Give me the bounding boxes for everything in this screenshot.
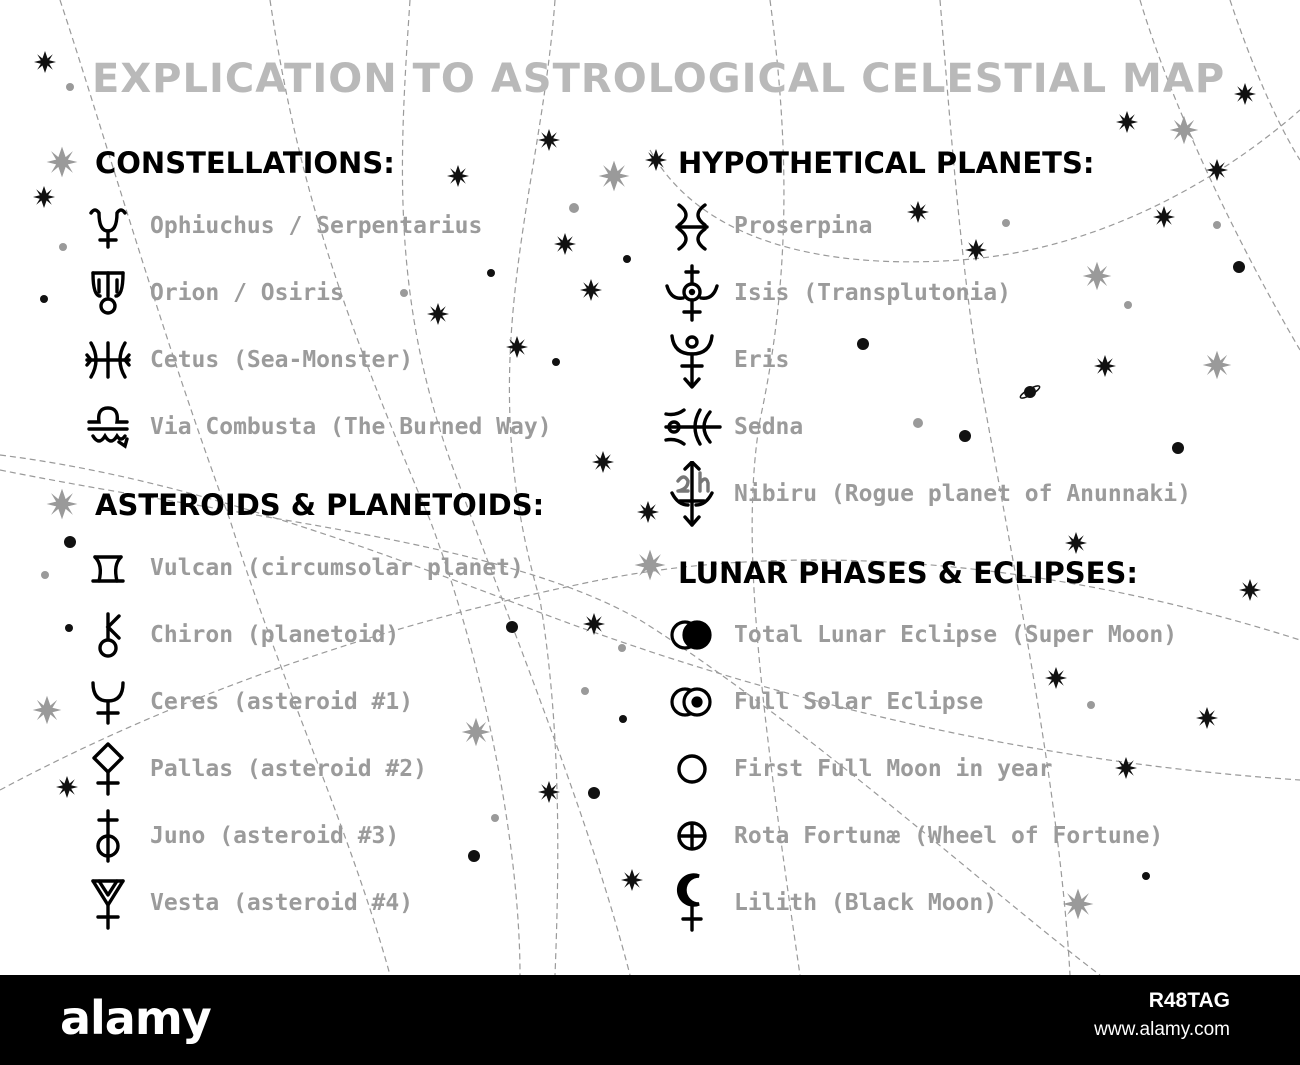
item-label: Juno (asteroid #3) xyxy=(150,823,400,849)
item-label: Vesta (asteroid #4) xyxy=(150,890,414,916)
hypothetical-planets-heading: HYPOTHETICAL PLANETS: xyxy=(678,146,1095,180)
sedna-icon xyxy=(662,397,722,457)
item-label: Via Combusta (The Burned Way) xyxy=(150,414,552,440)
full-solar-eclipse-icon xyxy=(662,672,722,732)
full-moon-icon xyxy=(662,739,722,799)
watermark-bar xyxy=(0,975,1300,1065)
item-label: Total Lunar Eclipse (Super Moon) xyxy=(734,622,1178,648)
juno-icon xyxy=(78,806,138,866)
total-lunar-eclipse-icon xyxy=(662,605,722,665)
item-label: Ophiuchus / Serpentarius xyxy=(150,213,483,239)
item-label: Rota Fortunæ (Wheel of Fortune) xyxy=(734,823,1164,849)
eris-icon xyxy=(662,330,722,390)
lilith-icon xyxy=(662,873,722,933)
orion-icon xyxy=(78,263,138,323)
item-label: Pallas (asteroid #2) xyxy=(150,756,427,782)
item-label: Cetus (Sea-Monster) xyxy=(150,347,414,373)
chiron-icon xyxy=(78,605,138,665)
item-label: Eris xyxy=(734,347,790,373)
item-label: Full Solar Eclipse xyxy=(734,689,984,715)
pallas-icon xyxy=(78,739,138,799)
site-url: www.alamy.com xyxy=(1094,1019,1230,1040)
constellations-heading: CONSTELLATIONS: xyxy=(95,146,395,180)
item-label: Isis (Transplutonia) xyxy=(734,280,1011,306)
item-label: Vulcan (circumsolar planet) xyxy=(150,555,524,581)
proserpina-icon xyxy=(662,196,722,256)
ringed-planet xyxy=(1019,384,1041,400)
image-id: R48TAG xyxy=(1148,989,1230,1012)
wheel-of-fortune-icon xyxy=(662,806,722,866)
item-label: Ceres (asteroid #1) xyxy=(150,689,414,715)
alamy-logo: alamy xyxy=(60,991,211,1045)
cetus-icon xyxy=(78,330,138,390)
item-label: Orion / Osiris xyxy=(150,280,344,306)
asteroids-heading: ASTEROIDS & PLANETOIDS: xyxy=(95,488,545,522)
vulcan-icon xyxy=(78,538,138,598)
page-title: EXPLICATION TO ASTROLOGICAL CELESTIAL MAP xyxy=(92,56,1226,102)
item-label: Nibiru (Rogue planet of Anunnaki) xyxy=(734,481,1191,507)
isis-icon xyxy=(662,263,722,323)
item-label: First Full Moon in year xyxy=(734,756,1053,782)
vesta-icon xyxy=(78,873,138,933)
lunar-phases-heading: LUNAR PHASES & ECLIPSES: xyxy=(678,556,1138,590)
item-label: Chiron (planetoid) xyxy=(150,622,400,648)
nibiru-icon xyxy=(662,464,722,524)
ceres-icon xyxy=(78,672,138,732)
item-label: Sedna xyxy=(734,414,804,440)
item-label: Lilith (Black Moon) xyxy=(734,890,998,916)
item-label: Proserpina xyxy=(734,213,873,239)
via-combusta-icon xyxy=(78,397,138,457)
ophiuchus-icon xyxy=(78,196,138,256)
